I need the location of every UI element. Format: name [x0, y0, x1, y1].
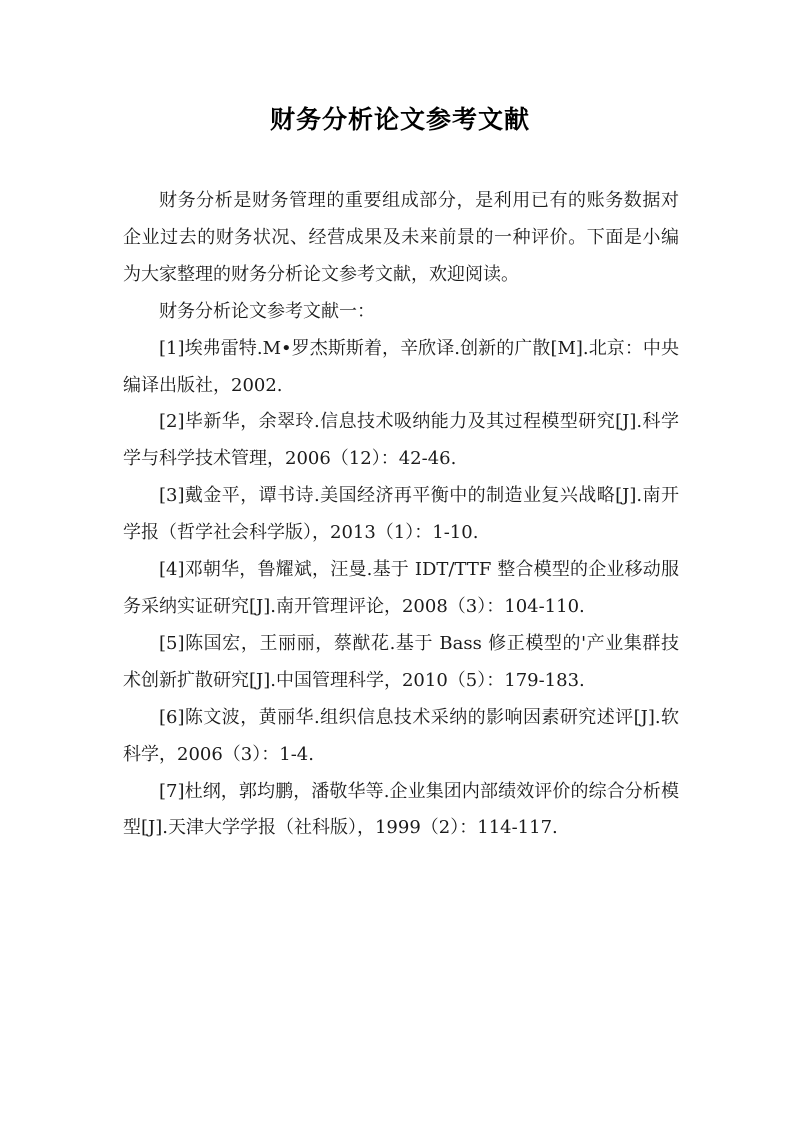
reference-item-7: [7]杜纲，郭均鹏，潘敬华等.企业集团内部绩效评价的综合分析模型[J].天津大学学报（社科版），1999（2）：114-117. — [123, 780, 679, 839]
reference-item-4: [4]邓朝华，鲁耀斌，汪曼.基于 IDT/TTF 整合模型的企业移动服务采纳实证研究[J].南开管理评论，2008（3）：104-110. — [123, 559, 679, 617]
reference-item-2: [2]毕新华，余翠玲.信息技术吸纳能力及其过程模型研究[J].科学学与科学技术管理，2006（12）：42-46. — [123, 411, 679, 470]
reference-item-6: [6]陈文波，黄丽华.组织信息技术采纳的影响因素研究述评[J].软科学，2006（3）：1-4. — [123, 706, 679, 765]
section-heading: 财务分析论文参考文献一： — [159, 300, 375, 322]
document-body — [123, 183, 679, 847]
reference-item-5: [5]陈国宏，王丽丽，蔡猷花.基于 Bass 修正模型的'产业集群技术创新扩散研究[J].中国管理科学，2010（5）：179-183. — [123, 632, 679, 691]
intro-paragraph: 财务分析是财务管理的重要组成部分，是利用已有的账务数据对企业过去的财务状况、经营成果及未来前景的一种评价。下面是小编为大家整理的财务分析论文参考文献，欢迎阅读。 — [123, 190, 679, 285]
reference-item-1: [1]埃弗雷特.M•罗杰斯斯着，辛欣译.创新的广散[M].北京：中央编译出版社，2002. — [123, 337, 679, 396]
reference-item-3: [3]戴金平，谭书诗.美国经济再平衡中的制造业复兴战略[J].南开学报（哲学社会科学版），2013（1）：1-10. — [123, 485, 679, 544]
document-title: 财务分析论文参考文献 — [269, 105, 530, 134]
